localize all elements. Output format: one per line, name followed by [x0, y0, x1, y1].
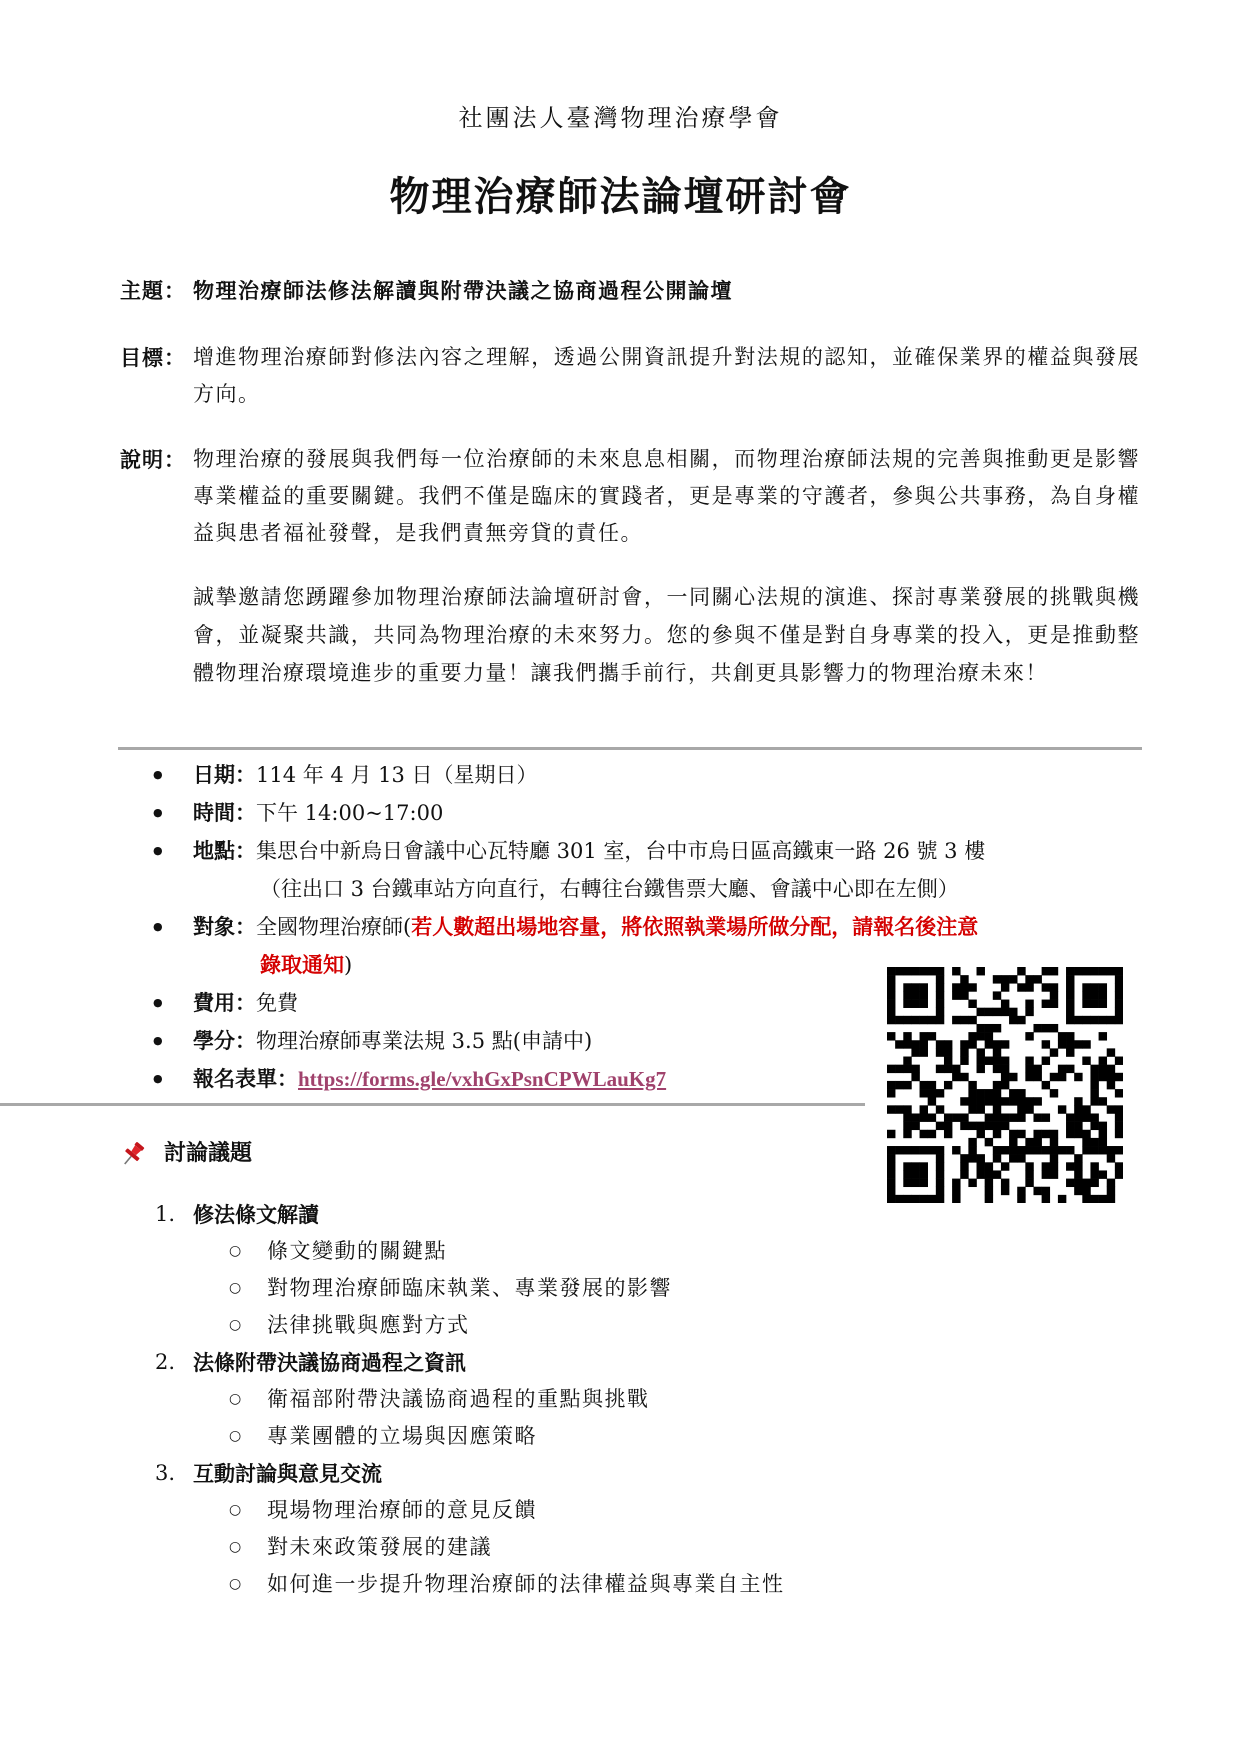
theme-text: 物理治療師法修法解讀與附帶決議之協商過程公開論壇	[193, 278, 733, 303]
theme-section	[120, 272, 1140, 309]
registration-form-link[interactable]: https://forms.gle/vxhGxPsnCPWLauKg7	[298, 1067, 667, 1091]
pushpin-icon	[120, 1140, 146, 1168]
topic-list	[155, 1196, 1055, 1603]
goal-text: 增進物理治療師對修法內容之理解，透過公開資訊提升對法規的認知，並確保業界的權益與發展方向。	[193, 345, 1140, 406]
topic-1-sub-1: ○ 條文變動的關鍵點	[155, 1233, 1055, 1270]
detail-audience: ● 對象：全國物理治療師(若人數超出場地容量，將依照執業場所做分配，請報名後注意	[120, 908, 1140, 946]
invitation-text: 誠摯邀請您踴躍參加物理治療師法論壇研討會，一同關心法規的演進、探討專業發展的挑戰與機會，並凝聚共識，共同為物理治療的未來努力。您的參與不僅是對自身專業的投入，更是推動整體物理治療環境進步的重要力量！讓我們攜手前行，共創更具影響力的物理治療未來！	[193, 585, 1140, 685]
topic-2: 2. 法條附帶決議協商過程之資訊	[155, 1350, 466, 1375]
description-section	[120, 441, 1140, 552]
goal-section	[120, 339, 1140, 413]
audience-warning-cont: 錄取通知)	[260, 952, 353, 977]
audience-warning: 若人數超出場地容量，將依照執業場所做分配，請報名後注意	[411, 914, 979, 939]
detail-venue: ● 地點：集思台中新烏日會議中心瓦特廳 301 室，台中市烏日區高鐵東一路 26 號 3 樓	[120, 832, 1140, 870]
description-text: 物理治療的發展與我們每一位治療師的未來息息相關，而物理治療師法規的完善與推動更是影響專業權益的重要關鍵。我們不僅是臨床的實踐者，更是專業的守護者，參與公共事務，為自身權益與患者福祉發聲，是我們責無旁貸的責任。	[193, 447, 1140, 545]
detail-date: ● 日期：114 年 4 月 13 日（星期日）	[120, 756, 1140, 794]
discussion-heading-text: 討論議題	[164, 1140, 253, 1166]
topic-1-sub-3: ○ 法律挑戰與應對方式	[155, 1307, 1055, 1344]
topic-2-sub-2: ○ 專業團體的立場與因應策略	[155, 1418, 1055, 1455]
topic-3: 3. 互動討論與意見交流	[155, 1461, 382, 1486]
detail-credit: ● 學分：物理治療師專業法規 3.5 點(申請中)	[120, 1022, 1140, 1060]
qr-code-image	[887, 967, 1123, 1203]
theme-label: 主題：	[120, 278, 186, 303]
discussion-heading	[120, 1136, 252, 1168]
description-label: 說明：	[120, 447, 186, 472]
venue-note: （往出口 3 台鐵車站方向直行，右轉往台鐵售票大廳、會議中心即在左側）	[260, 877, 959, 901]
topic-2-sub-1: ○ 衛福部附帶決議協商過程的重點與挑戰	[155, 1381, 1055, 1418]
topic-1-sub-2: ○ 對物理治療師臨床執業、專業發展的影響	[155, 1270, 1055, 1307]
qr-code[interactable]	[887, 967, 1123, 1203]
topic-3-sub-3: ○ 如何進一步提升物理治療師的法律權益與專業自主性	[155, 1566, 1055, 1603]
detail-fee: ● 費用：免費	[120, 984, 1140, 1022]
topic-3-sub-2: ○ 對未來政策發展的建議	[155, 1529, 1055, 1566]
detail-time: ● 時間：下午 14:00~17:00	[120, 794, 1140, 832]
topic-1: 1. 修法條文解讀	[155, 1202, 319, 1227]
page-title: 物理治療師法論壇研討會	[389, 174, 852, 220]
goal-label: 目標：	[120, 345, 186, 370]
detail-form: ● 報名表單：https://forms.gle/vxhGxPsnCPWLauKg7	[120, 1060, 1140, 1098]
topic-3-sub-1: ○ 現場物理治療師的意見反饋	[155, 1492, 1055, 1529]
divider-top	[118, 747, 1142, 750]
divider-bottom	[0, 1103, 865, 1106]
organization-name: 社團法人臺灣物理治療學會	[458, 104, 783, 132]
